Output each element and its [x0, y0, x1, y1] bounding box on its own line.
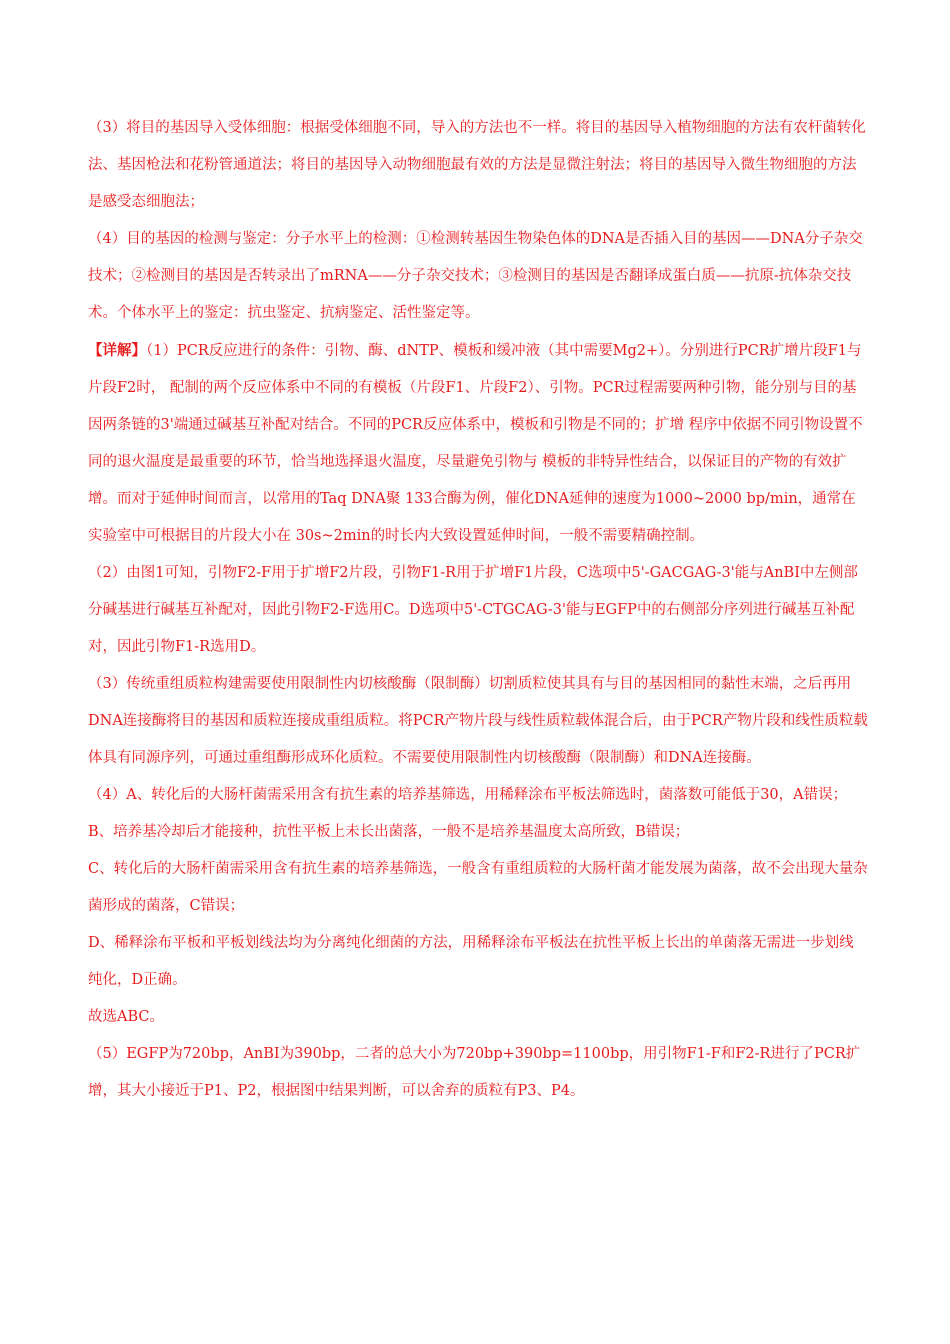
paragraph-q4-option-a — [88, 777, 868, 814]
paragraph-q4-option-d — [88, 925, 868, 999]
paragraph-q5 — [88, 1036, 868, 1110]
paragraph-text: （1）PCR反应进行的条件：引物、酶、dNTP、模板和缓冲液（其中需要Mg2+）。分别进行PCR扩增片段F1与片段F2时， 配制的两个反应体系中不同的有模板（片段F1、片段F2）、引物。PCR过程需要两种引物，能分别与目的基因两条链的3'端通过碱基互补配对结合。不同的PCR反应体系中，模板和引物是不同的；扩增 程序中依据不同引物设置不同的退火温度是最重要的环节，恰当地选择退火温度，尽量避免引物与 模板的非特异性结合，以保证目的产物的有效扩增。而对于延伸时间而言，以常用的Taq DNA聚 133合酶为例，催化DNA延伸的速度为1000~2000 bp/min，通常在实验室中可根据目的片段大小在 30s~2min的时长内大致设置延伸时间，一般不需要精确控制。 — [88, 343, 863, 544]
paragraph-text: （4）A、转化后的大肠杆菌需采用含有抗生素的培养基筛选，用稀释涂布平板法筛选时，菌落数可能低于30，A错误； — [88, 787, 848, 803]
paragraph-q3 — [88, 666, 868, 777]
paragraph-text: B、培养基冷却后才能接种，抗性平板上未长出菌落，一般不是培养基温度太高所致，B错误； — [88, 824, 690, 840]
paragraph-q4-option-c — [88, 851, 868, 925]
paragraph-step4-detection — [88, 221, 868, 332]
paragraph-q2 — [88, 555, 868, 666]
paragraph-text: 故选ABC。 — [88, 1009, 164, 1025]
paragraph-q4-option-b — [88, 814, 868, 851]
paragraph-text: （3）将目的基因导入受体细胞：根据受体细胞不同，导入的方法也不一样。将目的基因导入植物细胞的方法有农杆菌转化法、基因枪法和花粉管通道法；将目的基因导入动物细胞最有效的方法是显微注射法；将目的基因导入微生物细胞的方法是感受态细胞法； — [88, 120, 866, 210]
paragraph-text: （4）目的基因的检测与鉴定：分子水平上的检测：①检测转基因生物染色体的DNA是否插入目的基因——DNA分子杂交技术；②检测目的基因是否转录出了mRNA——分子杂交技术；③检测目的基因是否翻译成蛋白质——抗原-抗体杂交技术。个体水平上的鉴定：抗虫鉴定、抗病鉴定、活性鉴定等。 — [88, 231, 863, 321]
detail-label: 【详解】 — [88, 342, 146, 359]
paragraph-text: D、稀释涂布平板和平板划线法均为分离纯化细菌的方法，用稀释涂布平板法在抗性平板上长出的单菌落无需进一步划线纯化，D正确。 — [88, 935, 854, 988]
paragraph-q4-answer — [88, 999, 868, 1036]
paragraph-step3-transfer — [88, 110, 868, 221]
paragraph-text: C、转化后的大肠杆菌需采用含有抗生素的培养基筛选，一般含有重组质粒的大肠杆菌才能发展为菌落，故不会出现大量杂菌形成的菌落，C错误； — [88, 861, 868, 914]
paragraph-text: （3）传统重组质粒构建需要使用限制性内切核酸酶（限制酶）切割质粒使其具有与目的基因相同的黏性末端，之后再用DNA连接酶将目的基因和质粒连接成重组质粒。将PCR产物片段与线性质粒载体混合后，由于PCR产物片段和线性质粒载体具有同源序列，可通过重组酶形成环化质粒。不需要使用限制性内切核酸酶（限制酶）和DNA连接酶。 — [88, 676, 868, 766]
answer-text-block — [88, 110, 868, 1110]
paragraph-detail-q1 — [88, 332, 868, 555]
paragraph-text: （5）EGFP为720bp，AnBI为390bp，二者的总大小为720bp+390bp=1100bp，用引物F1-F和F2-R进行了PCR扩增，其大小接近于P1、P2，根据图中结果判断，可以舍弃的质粒有P3、P4。 — [88, 1046, 861, 1099]
paragraph-text: （2）由图1可知，引物F2-F用于扩增F2片段，引物F1-R用于扩增F1片段，C选项中5'-GACGAG-3'能与AnBI中左侧部分碱基进行碱基互补配对，因此引物F2-F选用C。D选项中5'-CTGCAG-3'能与EGFP中的右侧部分序列进行碱基互补配对，因此引物F1-R选用D。 — [88, 565, 858, 655]
